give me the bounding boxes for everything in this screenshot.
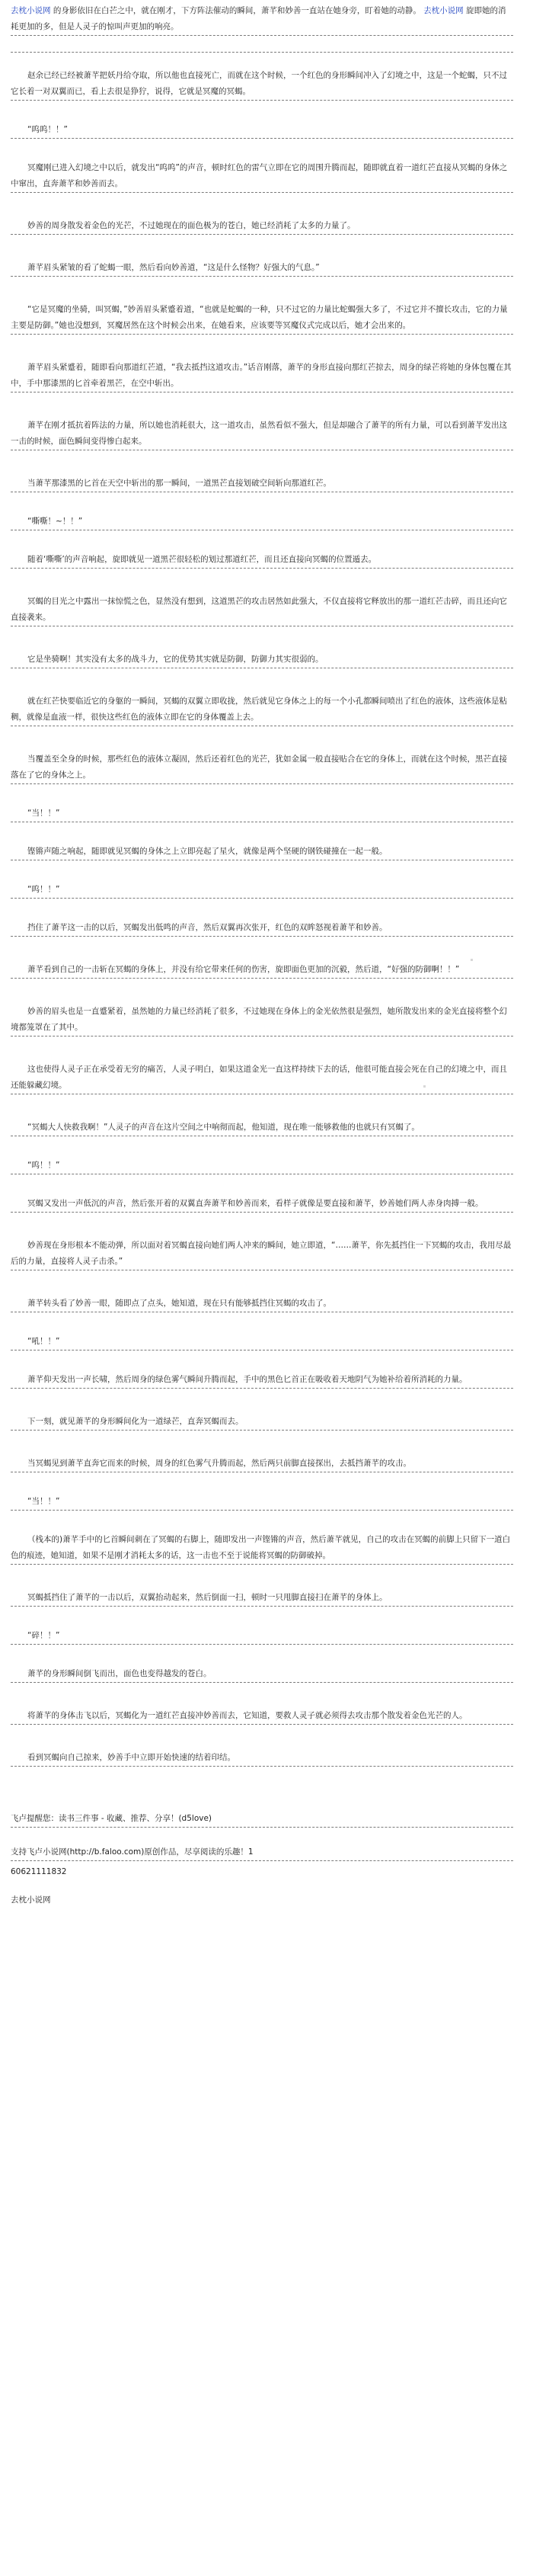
chapter-paragraph (11, 160, 513, 193)
paragraph-text: 冥蝎的目光之中露出一抹惊慌之色，显然没有想到，这道黑芒的攻击居然如此强大，不仅直接将它释放出的那一道红芒击碎，而且还向它直接袭来。 (11, 597, 507, 622)
paragraph-text: 萧芊眉头紧皱的看了蛇蝎一眼，然后看向妙善道，“这是什么怪物？好强大的气息。” (27, 263, 320, 272)
chapter-paragraph (11, 920, 513, 937)
chapter-paragraph (11, 962, 513, 979)
chapter-paragraph (11, 1062, 513, 1094)
paragraph-text: “嘶嘶！~！！” (27, 517, 83, 526)
chapter-paragraph (11, 844, 513, 860)
blank-divider (11, 36, 513, 53)
chapter-paragraph (11, 882, 513, 899)
chapter-body (11, 68, 513, 1767)
chapter-paragraph (11, 260, 513, 277)
chapter-paragraph (11, 218, 513, 235)
paragraph-text: 看到冥蝎向自己掠来，妙善手中立即开始快速的结着印结。 (27, 1753, 235, 1762)
paragraph-text: 妙善的周身散发着金色的光芒，不过她现在的面色极为的苍白，她已经消耗了太多的力量了。 (27, 221, 356, 230)
chapter-paragraph (11, 1372, 513, 1389)
paragraph-text: “碎！！” (27, 1631, 60, 1640)
chapter-paragraph (11, 751, 513, 784)
chapter-paragraph (11, 1590, 513, 1607)
paragraph-text: 当覆盖至全身的时候，那些红色的液体立凝固，然后还着红色的光芒，犹如金属一般直接贴合在它的身体上，而就在这个时候，黑芒直接落在了它的身体之上。 (11, 755, 507, 780)
footer-reminder: 飞卢提醒您：读书三件事 - 收藏、推荐、分享！(d5love) (11, 1811, 513, 1828)
paragraph-text: 当冥蝎见到萧芊直奔它而来的时候，周身的红色雾气升腾而起，然后两只前脚直接探出，去抵挡萧芊的攻击。 (27, 1459, 411, 1468)
chapter-paragraph (11, 1334, 513, 1350)
paragraph-text: 萧芊在刚才抵抗着阵法的力量，所以她也消耗很大，这一道攻击，虽然看似不强大，但是却融合了萧芊的所有力量，可以看到萧芊发出这一击的时候，面色瞬间变得惨白起来。 (11, 421, 507, 446)
paragraph-text: 萧芊转头看了妙善一眼，随即点了点头，她知道，现在只有能够抵挡住冥蝎的攻击了。 (27, 1299, 331, 1308)
chapter-paragraph (11, 1296, 513, 1312)
intro-tail: 旋即她的消耗更加的多，但是人灵子的惊叫声更加的响亮。 (11, 6, 506, 31)
chapter-paragraph (11, 1666, 513, 1683)
paragraph-text: 冥魔刚已进入幻境之中以后，就发出“呜呜”的声音，顿时红色的雷气立即在它的周围升腾而起，随即就直着一道红芒直接从冥蝎的身体之中窜出，直奔萧芊和妙善而去。 (11, 163, 508, 188)
chapter-paragraph (11, 1158, 513, 1174)
chapter-paragraph (11, 1196, 513, 1213)
footer-site-name: 去枕小说网 (11, 1895, 51, 1905)
intro-text: 的身影依旧在白芒之中，就在刚才，下方阵法催动的瞬间，萧芊和妙善一直站在她身旁，盯着她的动静。 (50, 6, 424, 15)
chapter-paragraph (11, 302, 513, 335)
chapter-paragraph (11, 1628, 513, 1645)
paragraph-text: “呜！！” (27, 1161, 60, 1170)
paragraph-text: 就在红芒快要临近它的身躯的一瞬间，冥蝎的双翼立即收拢，然后就见它身体之上的每一个小孔都瞬间喷出了红色的液体，这些液体是粘稠，就像是血液一样，很快这些红色的液体立即在它的身体覆盖上去。 (11, 697, 507, 722)
chapter-paragraph (11, 1456, 513, 1472)
site-link[interactable]: 去枕小说网 (11, 6, 51, 15)
paragraph-text: “当！！” (27, 1497, 60, 1506)
chapter-paragraph (11, 1414, 513, 1431)
paragraph-text: 妙善现在身形根本不能动弹，所以面对着冥蝎直接向她们两人冲来的瞬间，她立即道，“……萧芊，你先抵挡住一下冥蝎的攻击，我用尽最后的力量，直接将人灵子击杀。” (11, 1241, 512, 1266)
paragraph-text: “呜呜！！” (27, 125, 68, 134)
chapter-paragraph (11, 1708, 513, 1725)
chapter-paragraph (11, 694, 513, 726)
intro-site-link[interactable]: 去枕小说网 (423, 6, 464, 15)
paragraph-text: 冥蝎抵挡住了萧芊的一击以后，双翼抬动起来，然后倒面一扫，顿时一只甩脚直接扫在萧芊的身体上。 (27, 1593, 388, 1602)
paragraph-text: 萧芊仰天发出一声长啸，然后周身的绿色雾气瞬间升腾而起，手中的黑色匕首正在吸收着天地阴气为她补给着所消耗的力量。 (27, 1375, 468, 1384)
chapter-paragraph (11, 594, 513, 626)
chapter-paragraph (11, 514, 513, 530)
paragraph-text: 当萧芊那漆黑的匕首在天空中斩出的那一瞬间，一道黑芒直接划破空间斩向那道红芒。 (27, 479, 331, 488)
paragraph-text: 下一刻，就见萧芊的身形瞬间化为一道绿芒，直奔冥蝎而去。 (27, 1417, 244, 1426)
paragraph-text: 萧芊看到自己的一击斩在冥蝎的身体上，并没有给它带来任何的伤害，旋即面色更加的沉毅，然后道，“好强的防御啊！！” (27, 965, 460, 974)
chapter-paragraph (11, 806, 513, 822)
speck-mark (423, 1085, 426, 1088)
paragraph-text: “它是冥魔的坐骑，叫冥蝎，”妙善眉头紧蹙着道，“也就是蛇蝎的一种，只不过它的力量比蛇蝎强大多了，不过它并不擅长攻击，它的力量主要是防御。”她也没想到，冥魔居然在这个时候会出来，在她看来，应该要等冥魔仪式完成以后，她才会出来的。 (11, 305, 508, 330)
paragraph-text: 这也使得人灵子正在承受着无穷的痛苦，人灵子明白，如果这道金光一直这样持续下去的话，他很可能直接会死在自己的幻境之中，而且还能躲藏幻境。 (11, 1065, 507, 1090)
chapter-paragraph (11, 476, 513, 492)
paragraph-text: 它是坐骑啊！其实没有太多的战斗力，它的优势其实就是防御，防御力其实很弱的。 (27, 655, 324, 664)
paragraph-text: “冥蝎大人快救我啊！”人灵子的声音在这片空间之中响彻而起，他知道，现在唯一能够救他的也就只有冥蝎了。 (27, 1123, 420, 1132)
chapter-paragraph (11, 1532, 513, 1565)
chapter-paragraph (11, 68, 513, 101)
chapter-paragraph (11, 360, 513, 392)
paragraph-text: 妙善的眉头也是一直蹙紧着，虽然她的力量已经消耗了很多，不过她现在身体上的金光依然很是强烈，她所散发出来的金光直接将整个幻境都笼罩在了其中。 (11, 1007, 507, 1032)
chapter-paragraph (11, 1004, 513, 1036)
chapter-paragraph (11, 1750, 513, 1767)
paragraph-text: 铿锵声随之响起，随即就见冥蝎的身体之上立即亮起了星火，就像是两个坚硬的钢铁碰撞在一起一般。 (27, 847, 388, 856)
chapter-paragraph (11, 1120, 513, 1136)
chapter-paragraph (11, 122, 513, 139)
chapter-paragraph (11, 1238, 513, 1270)
paragraph-text: 萧芊眉头紧蹙着，随即看向那道红芒道，“我去抵挡这道攻击。”话音刚落，萧芊的身形直接向那红芒掠去，周身的绿芒将她的身体包覆在其中，手中那漆黑的匕首牵着黑芒，在空中斩出。 (11, 363, 512, 388)
paragraph-text: 将萧芊的身体击飞以后，冥蝎化为一道红芒直接冲妙善而去，它知道，要救人灵子就必须得去攻击那个散发着金色光芒的人。 (27, 1711, 468, 1720)
paragraph-text: “吼！！” (27, 1337, 60, 1346)
paragraph-text: 冥蝎又发出一声低沉的声音，然后张开着的双翼直奔萧芊和妙善而来，看样子就像是要直接和萧芊，妙善她们两人赤身肉搏一般。 (27, 1199, 484, 1208)
paragraph-text: （栈本的)萧芊手中的匕首瞬间刺在了冥蝎的右脚上，随即发出一声铿锵的声音，然后萧芊就见，自己的攻击在冥蝎的前脚上只留下一道白色的痕迹，她知道，如果不是刚才消耗太多的话，这一击也不至于说能将冥蝎的防御破掉。 (11, 1535, 511, 1560)
paragraph-text: 赵余已经已经被萧芊把妖丹给夺取，所以他也直接死亡，而就在这个时候，一个红色的身形瞬间冲入了幻境之中，这是一个蛇蝎，只不过它长着一对双翼而已，看上去很是狰狞，说得，它就是冥魔的冥蝎。 (11, 71, 507, 96)
chapter-paragraph (11, 652, 513, 668)
paragraph-text: 萧芊的身形瞬间倒飞而出，面色也变得越发的苍白。 (27, 1669, 212, 1678)
intro-paragraph (11, 3, 513, 36)
chapter-paragraph (11, 418, 513, 450)
paragraph-text: “呜！！” (27, 885, 60, 894)
footer-support: 支持飞卢小说网(http://b.faloo.com)原创作品，尽享阅读的乐趣！1 (11, 1844, 513, 1861)
paragraph-text: “当！！” (27, 809, 60, 818)
paragraph-text: 随着‘嘶嘶’的声音响起，旋即就见一道黑芒很轻松的划过那道红芒，而且还直接向冥蝎的位置遁去。 (27, 555, 377, 564)
paragraph-text: 挡住了萧芊这一击的以后，冥蝎发出低鸣的声音，然后双翼再次张开，红色的双眸怒视着萧芊和妙善。 (27, 923, 388, 932)
speck-mark (471, 959, 473, 961)
chapter-paragraph (11, 552, 513, 569)
chapter-paragraph (11, 1494, 513, 1511)
footer-code: 60621111832 (11, 1867, 67, 1876)
